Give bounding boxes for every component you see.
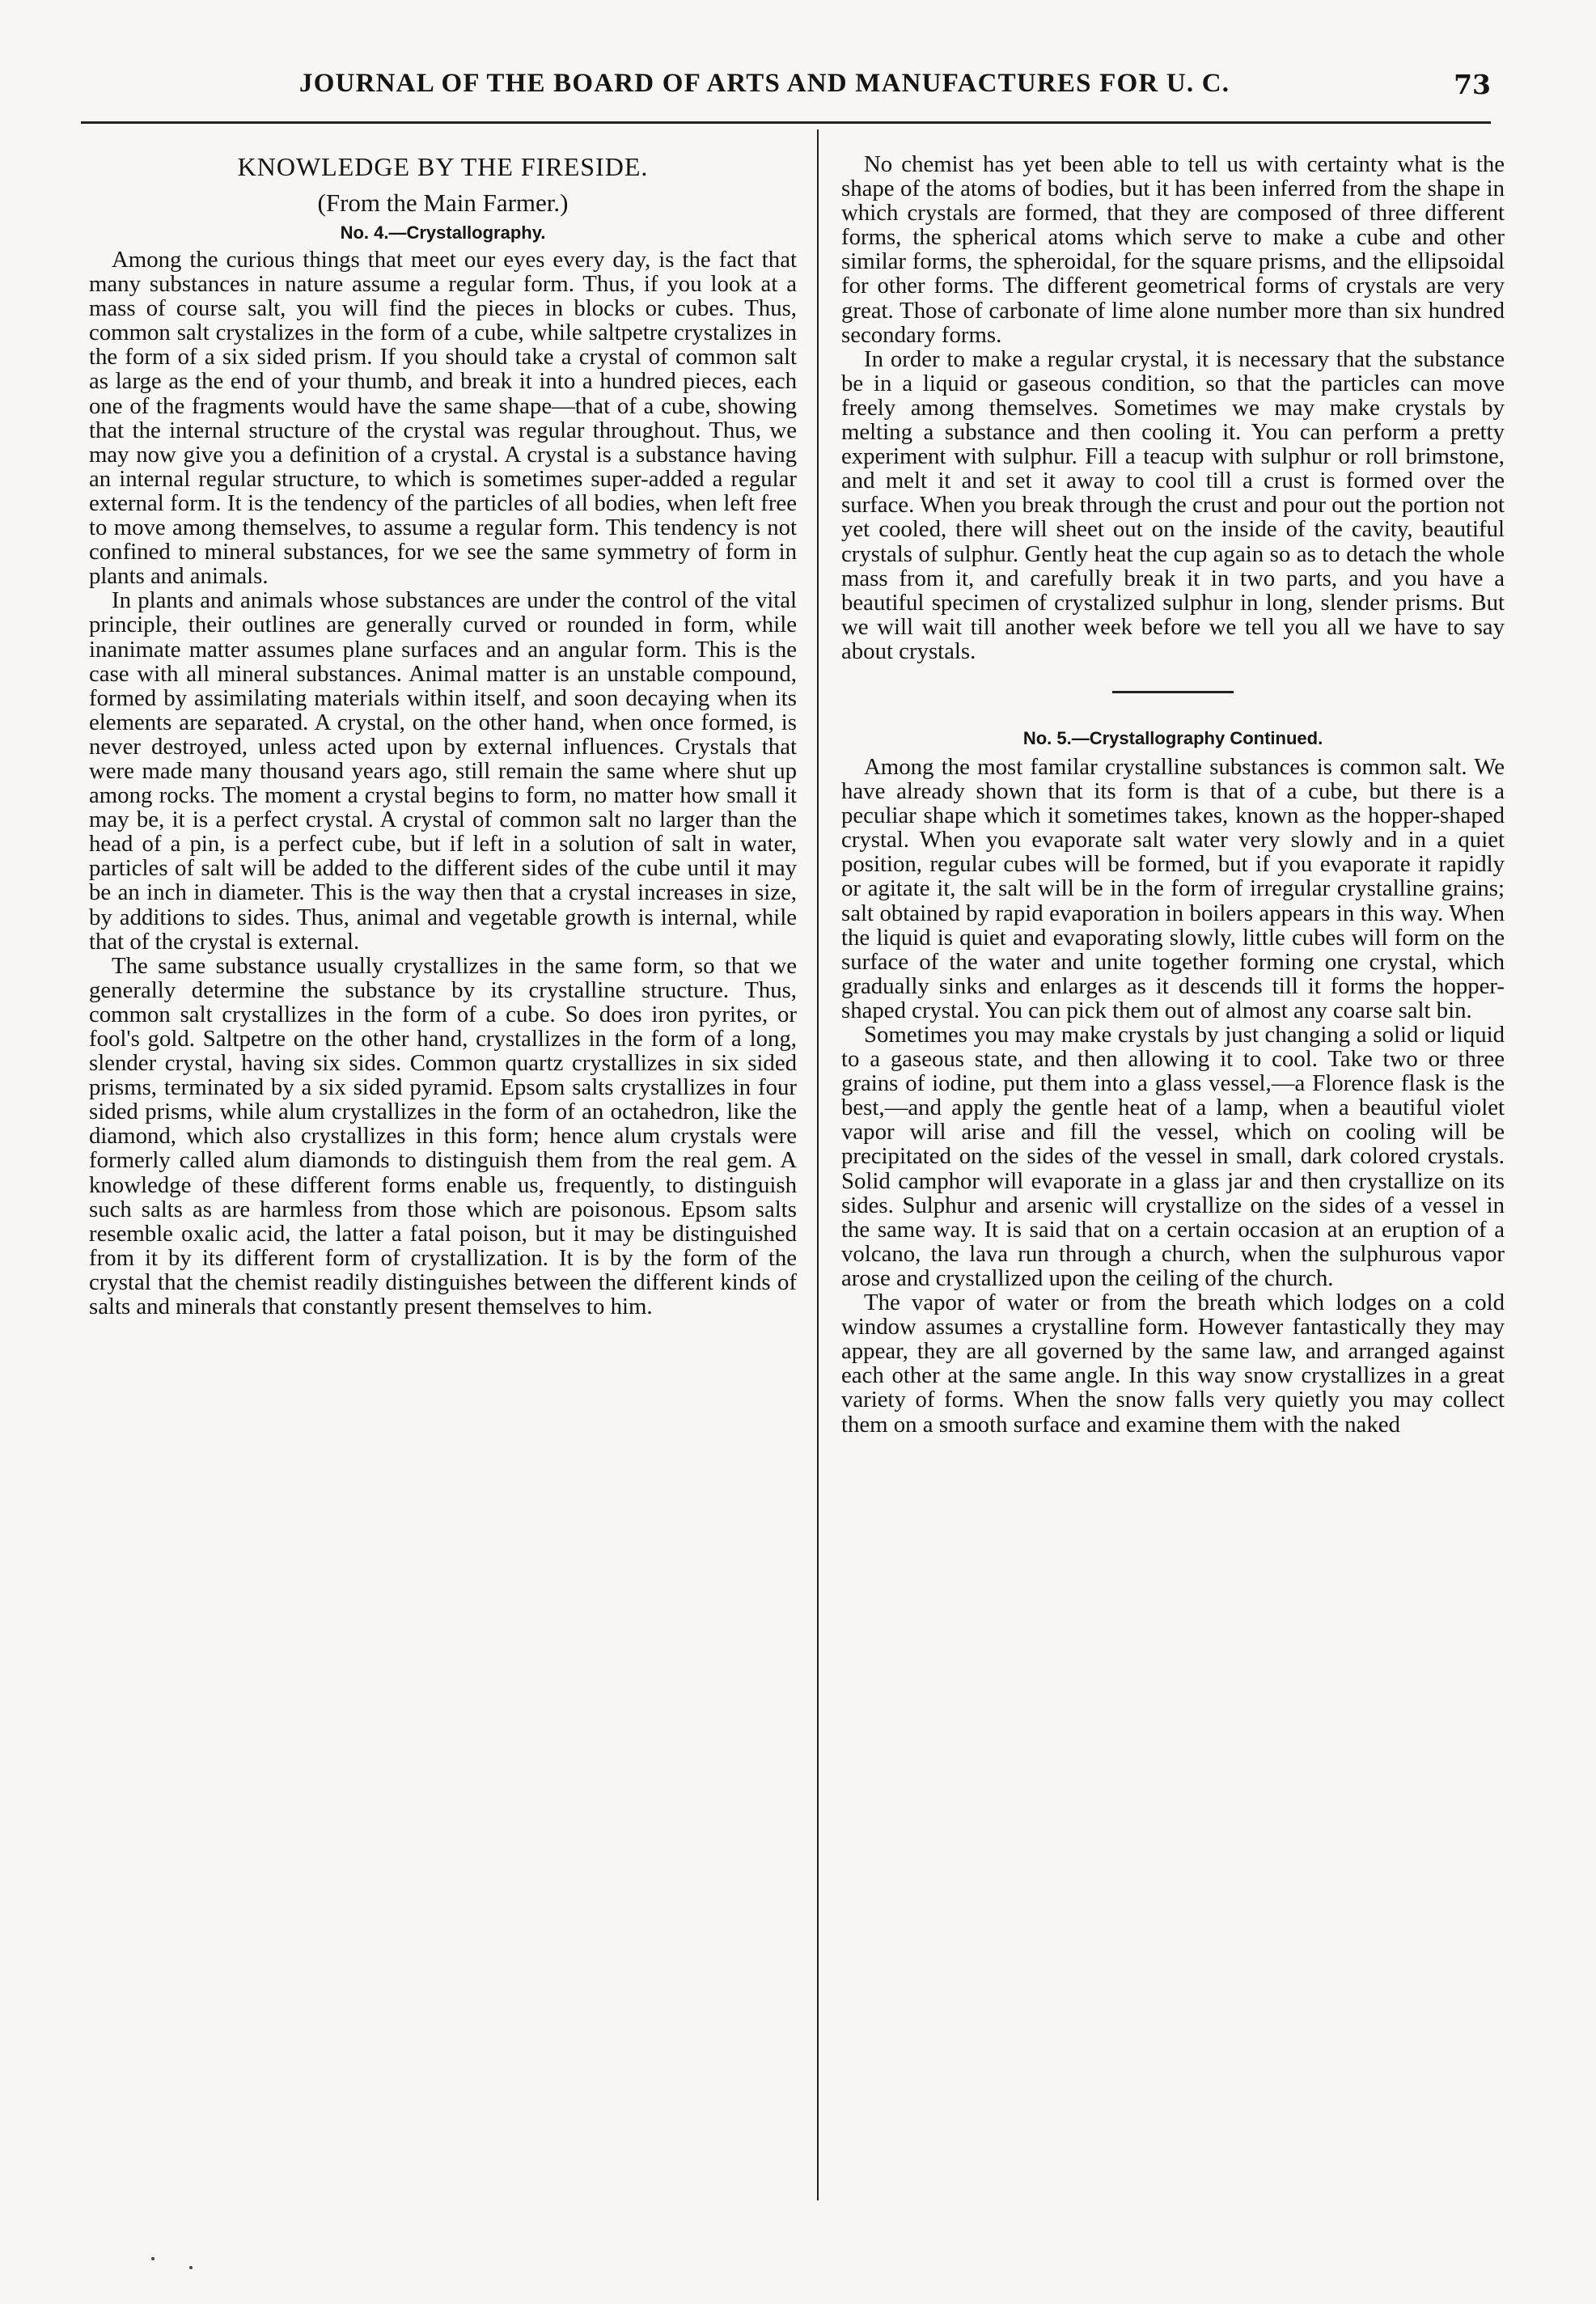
crystallography-subhead-4: No. 4.—Crystallography. xyxy=(340,222,546,243)
page-speck xyxy=(151,2257,155,2260)
right-paragraph-5: The vapor of water or from the breath which lodges on a cold window assumes a crystalline form. However fantastically they may appear, they are all governed by the same law, and arranged against each other at the same angle. In this way snow crystallizes in a great variety of forms. When the snow falls very quietly you may collect them on a smooth surface and examine them with the naked xyxy=(841,1290,1505,1438)
right-column xyxy=(841,152,1505,1437)
right-paragraph-3: Among the most familar crystalline substances is common salt. We have already shown that its form is that of a cube, but there is a peculiar shape which it sometimes takes, known as the hopper-shaped crystal. When you evaporate salt water very slowly and in a quiet position, regular cubes will be formed, but if you evaporate it rapidly or agitate it, the salt will be in the form of irregular crystalline grains; salt obtained by rapid evaporation in boilers appears in this way. When the liquid is quiet and evaporating slowly, little cubes will form on the surface of the water and unite together forming one crystal, which gradually sinks and enlarges as it descends till it forms the hopper-shaped crystal. You can pick them out of almost any coarse salt bin. xyxy=(841,753,1505,1023)
left-column xyxy=(89,152,797,1319)
left-paragraph-3: The same substance usually crystallizes in the same form, so that we generally determine the substance by its crystalline structure. Thus, common salt crystallizes in the form of a cube. So does iron pyrites, or fool's gold. Saltpetre on the other hand, crystallizes in the form of a long, slender crystal, having six sides. Common quartz crystallizes in six sided prisms, terminated by a six sided pyramid. Epsom salts crystallizes in four sided prisms, while alum crystallizes in the form of an octahedron, like the diamond, which also crystallizes in this form; hence alum crystals were formerly called alum diamonds to distinguish them from the real gem. A knowledge of these different forms enable us, frequently, to distinguish such salts as are harmless from those which are poisonous. Epsom salts resemble oxalic acid, the latter a fatal poison, but it may be distinguished from it by its different form of crystallization. It is by the form of the crystal that the chemist readily distinguishes between the different kinds of salts and minerals that constantly present themselves to him. xyxy=(89,952,797,1320)
column-divider xyxy=(817,129,819,2200)
journal-title: JOURNAL OF THE BOARD OF ARTS AND MANUFACTURES FOR U. C. xyxy=(299,69,1230,98)
page-number: 73 xyxy=(1454,69,1491,100)
left-paragraph-1: Among the curious things that meet our eyes every day, is the fact that many substances in nature assume a regular form. Thus, if you look at a mass of course salt, you will find the pieces in blocks or cubes. Thus, common salt crystalizes in the form of a cube, while saltpetre crystalizes in the form of a six sided prism. If you should take a crystal of common salt as large as the end of your thumb, and break it into a hundred pieces, each one of the fragments would have the same shape—that of a cube, showing that the internal structure of the crystal was regular throughout. Thus, we may now give you a definition of a crystal. A crystal is a substance having an internal regular structure, to which is sometimes super-added a regular external form. It is the tendency of the particles of all bodies, when left free to move among themselves, to assume a regular form. This tendency is not confined to mineral substances, for we see the same symmetry of form in plants and animals. xyxy=(89,247,797,590)
header-rule xyxy=(81,121,1491,124)
page-speck xyxy=(189,2266,193,2269)
left-paragraph-2: In plants and animals whose substances are under the control of the vital principle, their outlines are generally curved or rounded in form, while inanimate matter assumes plane surfaces and an angular form. This is the case with all mineral substances. Animal matter is an unstable compound, formed by assimilating materials within itself, and soon decaying when its elements are separated. A crystal, on the other hand, when once formed, is never destroyed, unless acted upon by external influences. Crystals that were made many thousand years ago, still remain the same where shut up among rocks. The moment a crystal begins to form, no matter how small it may be, it is a perfect crystal. A crystal of common salt no larger than the head of a pin, is a perfect cube, but if left in a solution of salt in water, particles of salt will be added to the different sides of the cube until it may be an inch in diameter. This is the way then that a crystal increases in size, by additions to sides. Thus, animal and vegetable growth is internal, while that of the crystal is external. xyxy=(89,587,797,955)
section-divider xyxy=(1112,691,1234,693)
running-header xyxy=(81,69,1491,109)
right-paragraph-4: Sometimes you may make crystals by just changing a solid or liquid to a gaseous state, and then allowing it to cool. Take two or three grains of iodine, put them into a glass vessel,—a Florence flask is the best,—and apply the gentle heat of a lamp, when a beautiful violet vapor will arise and fill the vessel, which on cooling will be precipitated on the sides of the vessel in small, dark colored crystals. Solid camphor will evaporate in a glass jar and then crystallize on its sides. Sulphur and arsenic will crystallize on the sides of a vessel in the same way. It is said that on a certain occasion at an eruption of a volcano, the lava run through a church, when the sulphurous vapor arose and crystallized upon the ceiling of the church. xyxy=(841,1022,1505,1291)
article-source: (From the Main Farmer.) xyxy=(317,188,569,217)
crystallography-subhead-5: No. 5.—Crystallography Continued. xyxy=(1022,727,1323,748)
article-title: KNOWLEDGE BY THE FIRESIDE. xyxy=(237,152,649,181)
right-paragraph-2: In order to make a regular crystal, it is necessary that the substance be in a liquid or gaseous condition, so that the particles can move freely among themselves. Sometimes we may make crystals by melting a substance and then cooling it. You can perform a pretty experiment with sulphur. Fill a teacup with sulphur or roll brimstone, and melt it and set it away to cool till a crust is formed over the surface. When you break through the crust and pour out the portion not yet cooled, there will sheet out on the inside of the cavity, beautiful crystals of sulphur. Gently heat the cup again so as to detach the whole mass from it, and carefully break it in two parts, and you have a beautiful specimen of crystalized sulphur in long, slender prisms. But we will wait till another week before we tell you all we have to say about crystals. xyxy=(841,345,1505,664)
right-paragraph-1: No chemist has yet been able to tell us with certainty what is the shape of the atoms of bodies, but it has been inferred from the shape in which crystals are formed, that they are composed of three different forms, the spherical atoms which serve to make a cube and other similar forms, the spheroidal, for the square prisms, and the ellipsoidal for other forms. The different geometrical forms of crystals are very great. Those of carbonate of lime alone number more than six hundred secondary forms. xyxy=(841,151,1505,348)
